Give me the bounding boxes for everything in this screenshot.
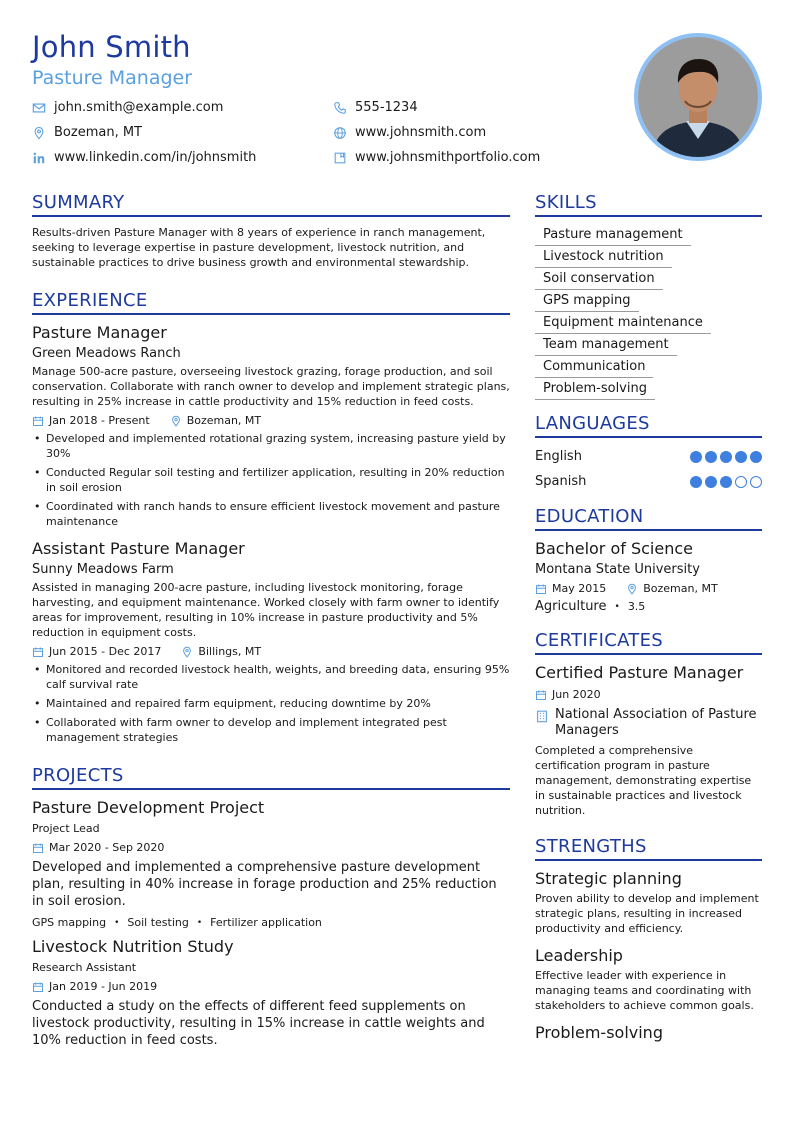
skills-section	[535, 192, 762, 399]
linkedin-icon	[32, 151, 46, 165]
language-row	[535, 444, 762, 469]
job-meta	[32, 645, 510, 658]
section-heading: CERTIFICATES	[535, 630, 762, 655]
list-item: • Coordinated with ranch hands to ensure efficient livestock movement and pasture maintenance	[32, 499, 510, 529]
section-heading: EXPERIENCE	[32, 290, 510, 315]
contact-location	[32, 125, 142, 140]
phone-text: 555-1234	[355, 100, 418, 115]
experience-section	[32, 290, 510, 745]
education-location: Bozeman, MT	[643, 582, 718, 595]
website-text: www.johnsmith.com	[355, 125, 487, 140]
achievement-list	[32, 431, 510, 529]
strength-title: Problem-solving	[535, 1023, 663, 1042]
phone-icon	[333, 101, 347, 115]
project-entry	[32, 937, 510, 1049]
project-role: Project Lead	[32, 822, 100, 835]
section-heading: LANGUAGES	[535, 413, 762, 438]
field-of-study: Agriculture	[535, 599, 607, 614]
proficiency-dots	[690, 451, 762, 463]
calendar-icon	[535, 583, 547, 595]
summary-text: Results-driven Pasture Manager with 8 years of experience in ranch management, seeking to leverage expertise in pasture development, livestock nutrition, and sustainable practices to drive business growth and environmental stewardship.	[32, 226, 486, 269]
certificate-issuer: National Association of Pasture Managers	[555, 707, 757, 738]
project-entry	[32, 798, 510, 929]
job-entry-title: Pasture Manager	[32, 323, 167, 342]
contact-website[interactable]	[333, 125, 486, 140]
section-heading: PROJECTS	[32, 765, 510, 790]
candidate-name: John Smith	[32, 30, 191, 64]
contact-linkedin[interactable]	[32, 150, 256, 165]
filled-dot	[735, 451, 747, 463]
filled-dot	[720, 451, 732, 463]
language-row	[535, 469, 762, 494]
education-meta	[535, 582, 762, 595]
contact-email[interactable]	[32, 100, 223, 115]
empty-dot	[750, 476, 762, 488]
calendar-icon	[32, 646, 44, 658]
company-name: Sunny Meadows Farm	[32, 562, 174, 577]
skill-item: Pasture management	[535, 225, 691, 246]
experience-entry	[32, 323, 510, 529]
project-meta	[32, 980, 510, 993]
section-heading: STRENGTHS	[535, 836, 762, 861]
calendar-icon	[32, 842, 44, 854]
certificate-description: Completed a comprehensive certification program in pasture management, demonstrating expertise in sustainable practices and livestock nutrition.	[535, 744, 752, 817]
person-portrait-icon	[638, 37, 758, 157]
contact-phone[interactable]	[333, 100, 418, 115]
skill-item: Communication	[535, 357, 653, 378]
profile-photo	[634, 33, 762, 161]
job-location: Bozeman, MT	[186, 414, 262, 427]
strength-item	[535, 869, 762, 936]
education-section	[535, 506, 762, 614]
gpa-value: 3.5	[627, 600, 646, 613]
tag: Fertilizer application	[210, 916, 322, 929]
section-heading: EDUCATION	[535, 506, 762, 531]
list-item: • Conducted Regular soil testing and fertilizer application, resulting in 20% reduction in soil erosion	[32, 465, 510, 495]
list-item: • Maintained and repaired farm equipment, reducing downtime by 20%	[32, 696, 510, 711]
project-role: Research Assistant	[32, 961, 137, 974]
certificate-issuer-row	[535, 707, 762, 739]
education-field-row: Agriculture • 3.5	[535, 599, 646, 614]
list-item: • Collaborated with farm owner to develop and implement integrated pest management strategies	[32, 715, 510, 745]
skill-item: Equipment maintenance	[535, 313, 711, 334]
job-description: Assisted in managing 200-acre pasture, including livestock monitoring, forage harvesting, and equipment maintenance. Worked closely with farm owner to identify areas for improvement, resulting in 10% increase in pasture productivity and 5% reduction in equipment costs.	[32, 581, 500, 639]
project-dates: Jan 2019 - Jun 2019	[49, 980, 158, 993]
filled-dot	[690, 451, 702, 463]
map-pin-icon	[626, 583, 638, 595]
building-icon	[535, 709, 549, 723]
project-description: Conducted a study on the effects of different feed supplements on livestock productivity, resulting in 15% increase in cattle weights and 10% reduction in feed costs.	[32, 999, 485, 1048]
strength-description: Effective leader with experience in managing teams and coordinating with stakeholders to achieve common goals.	[535, 969, 754, 1012]
languages-section	[535, 413, 762, 494]
project-description: Developed and implemented a comprehensive pasture development plan, resulting in 40% increase in forage production and 25% reduction in soil erosion.	[32, 860, 497, 909]
contact-portfolio[interactable]	[333, 150, 540, 165]
empty-dot	[735, 476, 747, 488]
linkedin-text: www.linkedin.com/in/johnsmith	[54, 150, 257, 165]
tag: Soil testing	[127, 916, 189, 929]
strength-item	[535, 946, 762, 1013]
education-dates: May 2015	[552, 582, 607, 595]
certificate-title: Certified Pasture Manager	[535, 663, 744, 682]
strength-title: Leadership	[535, 946, 623, 965]
job-meta	[32, 414, 510, 427]
map-pin-icon	[170, 415, 182, 427]
certificate-meta	[535, 688, 762, 701]
job-location: Billings, MT	[198, 645, 262, 658]
skills-list	[535, 223, 762, 399]
filled-dot	[750, 451, 762, 463]
list-item: • Monitored and recorded livestock health, weights, and breeding data, ensuring 95% calf survival rate	[32, 662, 510, 692]
school-name: Montana State University	[535, 562, 700, 577]
skill-item: Soil conservation	[535, 269, 663, 290]
certificates-section	[535, 630, 762, 818]
calendar-icon	[32, 415, 44, 427]
filled-dot	[720, 476, 732, 488]
globe-icon	[333, 126, 347, 140]
skill-item: Problem-solving	[535, 379, 655, 400]
strength-description: Proven ability to develop and implement strategic plans, resulting in increased productivity and efficiency.	[535, 892, 759, 935]
email-text: john.smith@example.com	[54, 100, 224, 115]
filled-dot	[705, 476, 717, 488]
map-pin-icon	[181, 646, 193, 658]
skill-item: Team management	[535, 335, 677, 356]
language-name: English	[535, 449, 582, 464]
location-text: Bozeman, MT	[54, 125, 142, 140]
project-title: Livestock Nutrition Study	[32, 937, 234, 956]
project-tags: GPS mapping • Soil testing • Fertilizer application	[32, 916, 322, 929]
portfolio-text: www.johnsmithportfolio.com	[355, 150, 541, 165]
calendar-icon	[535, 689, 547, 701]
strength-title: Strategic planning	[535, 869, 682, 888]
skill-item: Livestock nutrition	[535, 247, 672, 268]
job-title: Pasture Manager	[32, 67, 193, 89]
language-name: Spanish	[535, 474, 587, 489]
section-heading: SKILLS	[535, 192, 762, 217]
experience-entry	[32, 539, 510, 745]
skill-item: GPS mapping	[535, 291, 639, 312]
summary-section	[32, 192, 510, 270]
job-entry-title: Assistant Pasture Manager	[32, 539, 245, 558]
projects-section	[32, 765, 510, 1049]
certificate-date: Jun 2020	[552, 688, 601, 701]
job-dates: Jan 2018 - Present	[49, 414, 150, 427]
company-name: Green Meadows Ranch	[32, 346, 181, 361]
section-heading: SUMMARY	[32, 192, 510, 217]
project-meta	[32, 841, 510, 854]
job-description: Manage 500-acre pasture, overseeing livestock grazing, forage production, and soil conservation. Collaborate with ranch owner to develop and implement strategic plans, resulting in 25% increase in cattle productivity and 15% reduction in feed costs.	[32, 365, 510, 408]
degree-title: Bachelor of Science	[535, 539, 693, 558]
list-item: • Developed and implemented rotational grazing system, increasing pasture yield by 30%	[32, 431, 510, 461]
tag: GPS mapping	[32, 916, 107, 929]
job-dates: Jun 2015 - Dec 2017	[49, 645, 162, 658]
envelope-icon	[32, 101, 46, 115]
map-pin-icon	[32, 126, 46, 140]
calendar-icon	[32, 981, 44, 993]
filled-dot	[690, 476, 702, 488]
proficiency-dots	[690, 476, 762, 488]
achievement-list	[32, 662, 510, 745]
filled-dot	[705, 451, 717, 463]
strength-item	[535, 1023, 762, 1042]
project-title: Pasture Development Project	[32, 798, 265, 817]
strengths-section	[535, 836, 762, 1042]
portfolio-icon	[333, 151, 347, 165]
project-dates: Mar 2020 - Sep 2020	[49, 841, 165, 854]
